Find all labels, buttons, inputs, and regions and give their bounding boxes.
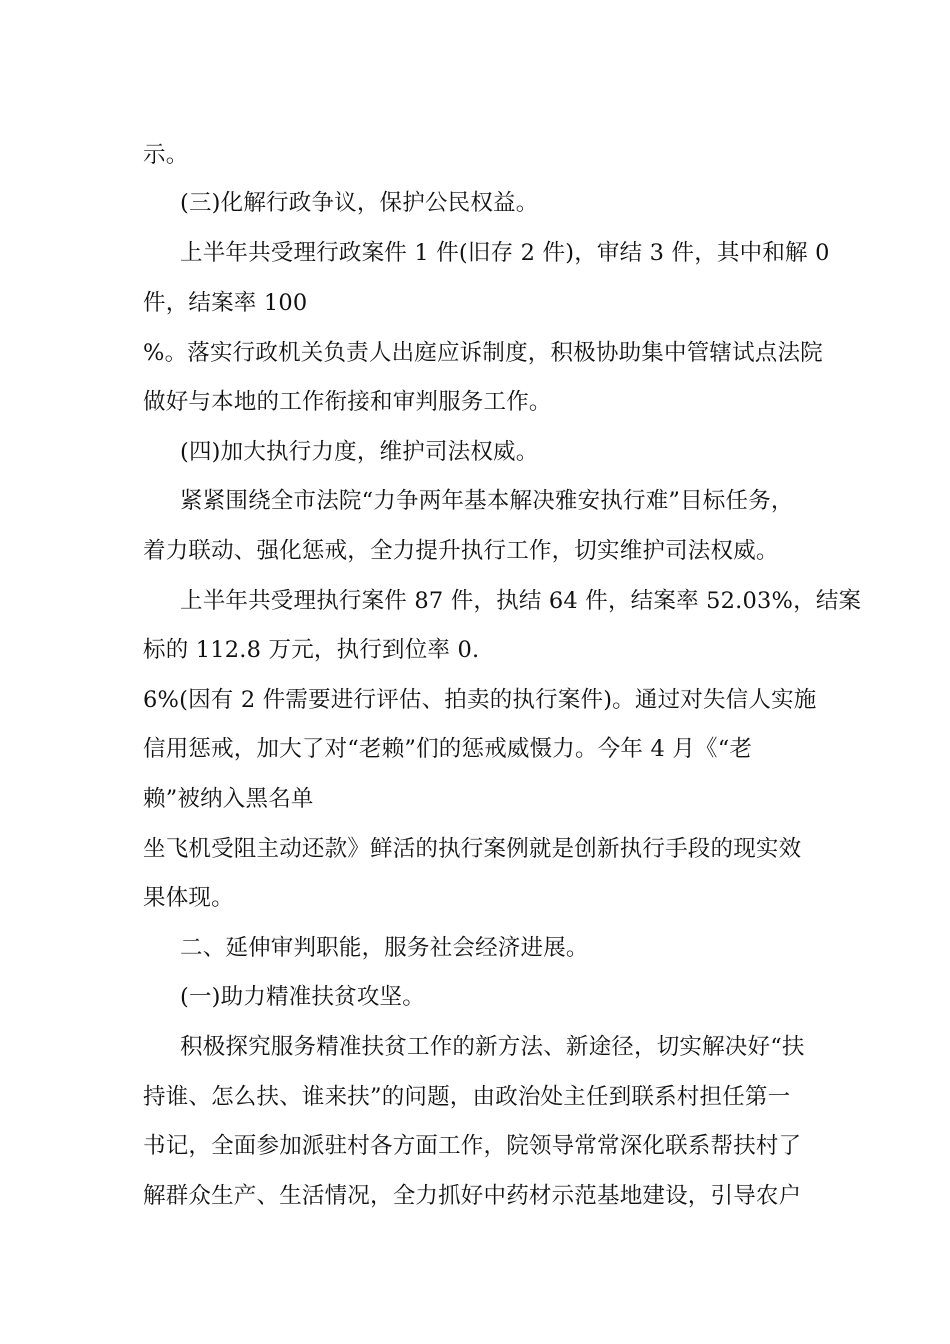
text-line: 做好与本地的工作衔接和审判服务工作。	[143, 389, 552, 415]
text-line: 信用惩戒，加大了对“老赖”们的惩戒威慑力。今年 4 月《“老	[143, 736, 753, 762]
text-line: 着力联动、强化惩戒，全力提升执行工作，切实维护司法权威。	[143, 538, 779, 564]
text-line: 赖”被纳入黑名单	[143, 786, 314, 812]
text-line: 示。	[143, 142, 189, 168]
section-heading: (四)加大执行力度，维护司法权威。	[180, 439, 539, 465]
text-line: 上半年共受理行政案件 1 件(旧存 2 件)，审结 3 件，其中和解 0	[180, 240, 830, 266]
text-line: 6%(因有 2 件需要进行评估、拍卖的执行案件)。通过对失信人实施	[143, 687, 817, 713]
text-line: 解群众生产、生活情况，全力抓好中药材示范基地建设，引导农户	[143, 1183, 802, 1209]
text-line: 持谁、怎么扶、谁来扶”的问题，由政治处主任到联系村担任第一	[143, 1084, 791, 1110]
text-line: 件，结案率 100	[143, 290, 308, 316]
text-line: 书记，全面参加派驻村各方面工作，院领导常常深化联系帮扶村了	[143, 1133, 802, 1159]
text-line: 积极探究服务精准扶贫工作的新方法、新途径，切实解决好“扶	[180, 1034, 805, 1060]
text-line: 坐飞机受阻主动还款》鲜活的执行案例就是创新执行手段的现实效	[143, 836, 802, 862]
text-line: 紧紧围绕全市法院“力争两年基本解决雅安执行难”目标任务，	[180, 488, 794, 514]
text-line: 标的 112.8 万元，执行到位率 0.	[143, 637, 480, 663]
text-line: 果体现。	[143, 885, 234, 911]
section-heading: (一)助力精准扶贫攻坚。	[180, 984, 425, 1010]
section-heading: (三)化解行政争议，保护公民权益。	[180, 190, 539, 216]
section-heading: 二、延伸审判职能，服务社会经济进展。	[180, 935, 589, 961]
text-line: 上半年共受理执行案件 87 件，执结 64 件，结案率 52.03%，结案	[180, 588, 862, 614]
text-line: %。落实行政机关负责人出庭应诉制度，积极协助集中管辖试点法院	[143, 340, 823, 366]
